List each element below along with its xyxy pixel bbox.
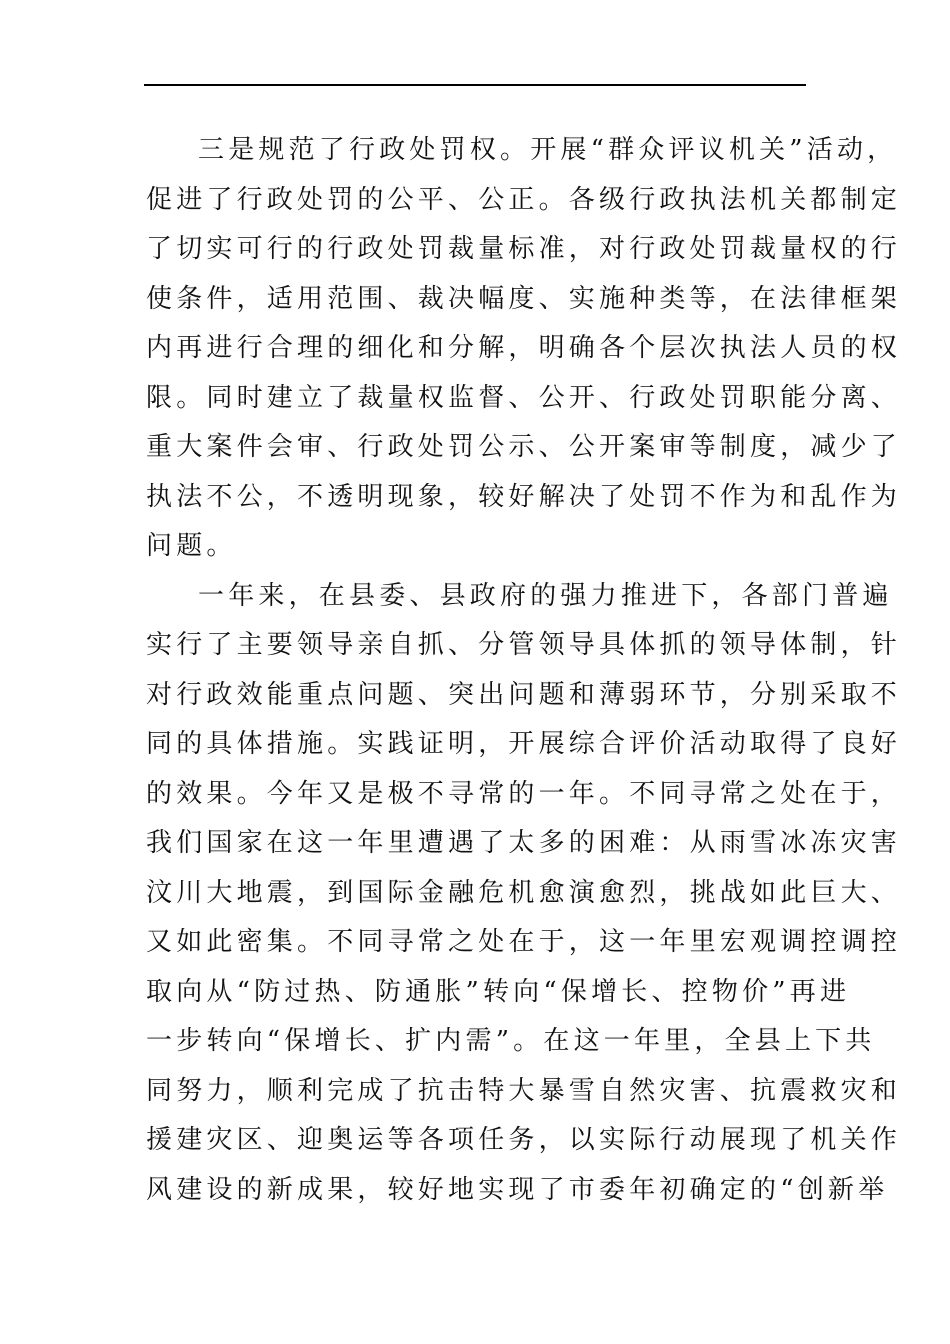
paragraph-line: 对行政效能重点问题、突出问题和薄弱环节，分别采取不 bbox=[146, 679, 902, 710]
paragraph-line: 一年来，在县委、县政府的强力推进下，各部门普遍 bbox=[198, 580, 893, 611]
document-body bbox=[146, 126, 902, 1215]
paragraph-line: 取向从“防过热、防通胀”转向“保增长、控物价”再进 bbox=[146, 976, 851, 1007]
paragraph-line: 问题。 bbox=[146, 531, 237, 561]
paragraph-line: 同努力，顺利完成了抗击特大暴雪自然灾害、抗震救灾和 bbox=[146, 1075, 902, 1106]
paragraph-line: 又如此密集。不同寻常之处在于，这一年里宏观调控调控 bbox=[146, 927, 902, 957]
paragraph-line: 汶川大地震，到国际金融危机愈演愈烈，挑战如此巨大、 bbox=[146, 877, 902, 908]
paragraph-line: 执法不公，不透明现象，较好解决了处罚不作为和乱作为 bbox=[146, 481, 902, 512]
paragraph-line: 实行了主要领导亲自抓、分管领导具体抓的领导体制，针 bbox=[146, 630, 902, 660]
paragraph-line: 促进了行政处罚的公平、公正。各级行政执法机关都制定 bbox=[146, 184, 902, 215]
paragraph-line: 使条件，适用范围、裁决幅度、实施种类等，在法律框架 bbox=[146, 283, 902, 314]
paragraph-line: 一步转向“保增长、扩内需”。在这一年里，全县上下共 bbox=[146, 1026, 876, 1056]
paragraph-line: 限。同时建立了裁量权监督、公开、行政处罚职能分离、 bbox=[146, 382, 902, 413]
paragraph-line: 援建灾区、迎奥运等各项任务，以实际行动展现了机关作 bbox=[146, 1125, 902, 1155]
paragraph-line: 了切实可行的行政处罚裁量标准，对行政处罚裁量权的行 bbox=[146, 234, 902, 264]
paragraph-line: 同的具体措施。实践证明，开展综合评价活动取得了良好 bbox=[146, 729, 902, 759]
paragraph-line: 的效果。今年又是极不寻常的一年。不同寻常之处在于， bbox=[146, 778, 902, 809]
paragraph-line: 我们国家在这一年里遭遇了太多的困难：从雨雪冰冻灾害 bbox=[146, 828, 902, 858]
paragraph-line: 三是规范了行政处罚权。开展“群众评议机关”活动， bbox=[198, 135, 898, 165]
header-rule bbox=[144, 84, 806, 86]
paragraph-line: 内再进行合理的细化和分解，明确各个层次执法人员的权 bbox=[146, 333, 902, 363]
paragraph-line: 重大案件会审、行政处罚公示、公开案审等制度，减少了 bbox=[146, 432, 902, 462]
paragraph-line: 风建设的新成果，较好地实现了市委年初确定的“创新举 bbox=[146, 1174, 889, 1205]
paragraph-2 bbox=[146, 572, 902, 1216]
paragraph-1 bbox=[146, 126, 902, 572]
